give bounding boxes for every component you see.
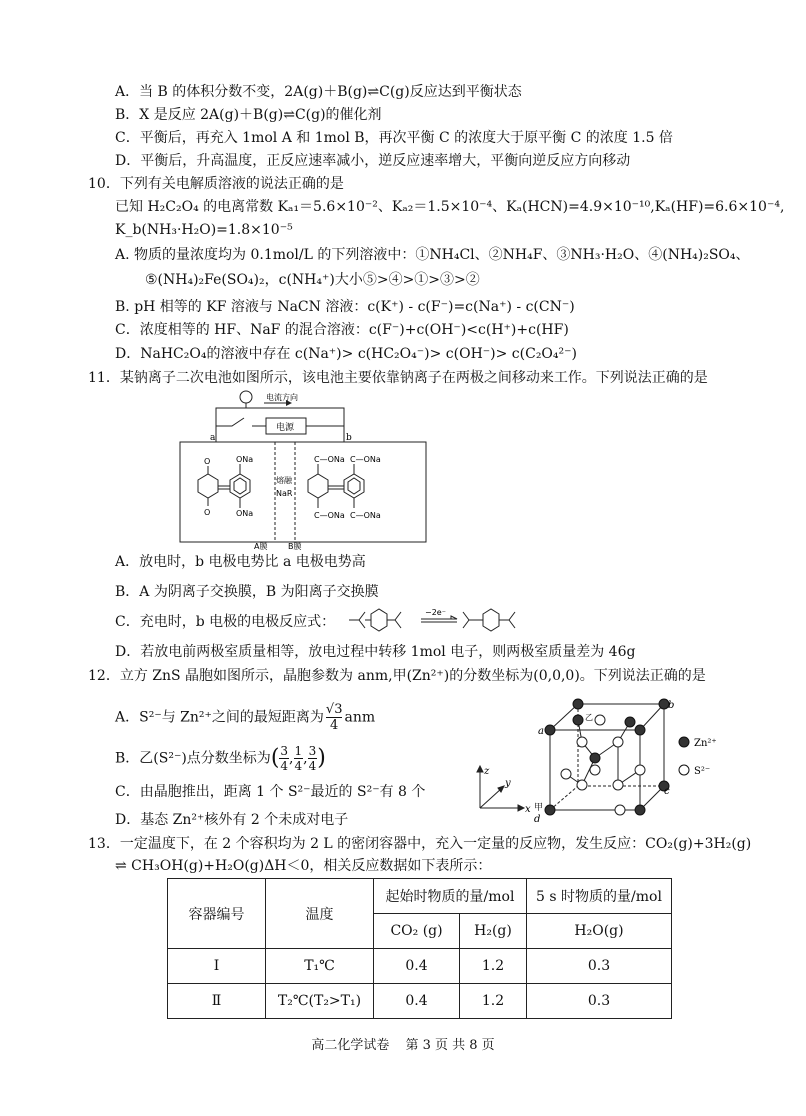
- q13-line2: ⇌ CH₃OH(g)+H₂O(g)ΔH＜0，相关反应数据如下表所示：: [115, 858, 492, 874]
- q9-option-b: B．X 是反应 2A(g)＋B(g)⇌C(g)的催化剂: [115, 107, 382, 123]
- table-cell: 0.3: [527, 949, 672, 984]
- electrode-a-label: a: [210, 433, 216, 443]
- fraction-denominator: 4: [330, 718, 339, 733]
- header-temperature: 温度: [266, 879, 374, 949]
- table-cell: 0.4: [374, 949, 460, 984]
- battery-diagram: [178, 388, 428, 550]
- switch-icon: [216, 418, 244, 426]
- footer-title: 高二化学试卷: [311, 1038, 390, 1053]
- q12-option-b-text: B．乙(S²⁻)点分数坐标为: [115, 750, 271, 767]
- table-row: [168, 949, 672, 984]
- fraction-numerator: √3: [325, 702, 343, 717]
- vertex-b-label: b: [668, 700, 675, 711]
- q10-option-b: B. pH 相等的 KF 溶液与 NaCN 溶液：c(K⁺) - c(F⁻)=c(Na⁺) - c(CN⁻): [115, 299, 575, 315]
- electrolyte-label-2: NaR: [276, 489, 293, 498]
- current-direction-label: 电流方向: [266, 393, 298, 402]
- q12-option-a: [115, 702, 375, 733]
- table-cell: 0.4: [374, 984, 460, 1019]
- axis-z-label: z: [484, 766, 490, 777]
- jia-label: 甲: [534, 803, 544, 813]
- legend-zn-marker: [679, 737, 689, 747]
- q10-option-a-line1: A. 物质的量浓度均为 0.1mol/L 的下列溶液中：①NH₄Cl、②NH₄F、③NH₃·H₂O、④(NH₄)₂SO₄、: [115, 247, 750, 263]
- footer-page-number: 第 3 页 共 8 页: [405, 1038, 495, 1053]
- q12-option-a-unit: anm: [344, 709, 376, 726]
- table-cell: Ⅱ: [168, 984, 266, 1019]
- frac-z-den: 4: [308, 759, 317, 773]
- power-label: 电源: [276, 423, 295, 433]
- legend-s-marker: [679, 765, 689, 775]
- left-mol-ona-top: ONa: [236, 455, 254, 464]
- table-row: [168, 984, 672, 1019]
- table-cell: 0.3: [527, 984, 672, 1019]
- q10-option-d: D．NaHC₂O₄的溶液中存在 c(Na⁺)> c(HC₂O₄⁻)> c(OH⁻)> c(C₂O₄²⁻): [115, 346, 577, 362]
- charge-reaction-structure: [345, 600, 550, 640]
- q10-stem: 10．下列有关电解质溶液的说法正确的是: [88, 176, 344, 192]
- header-h2o: H₂O(g): [527, 914, 672, 949]
- right-mol-cona-2: C—ONa: [350, 455, 381, 464]
- q12-option-a-text: A．S²⁻与 Zn²⁺之间的最短距离为: [115, 709, 324, 726]
- q10-given-1: 已知 H₂C₂O₄ 的电离常数 Kₐ₁＝5.6×10⁻²、Kₐ₂＝1.5×10⁻⁴、Kₐ(HCN)=4.9×10⁻¹⁰,Kₐ(HF)=6.6×10⁻⁴,: [115, 199, 785, 215]
- frac-y: [294, 744, 304, 773]
- q11-option-d: D．若放电前两极室质量相等，放电过程中转移 1mol 电子，则两极室质量差为 46g: [115, 644, 636, 660]
- q11-stem: 11．某钠离子二次电池如图所示，该电池主要依靠钠离子在两极之间移动来工作。下列说法正确的是: [88, 370, 708, 386]
- q11-option-c: C．充电时，b 电极的电极反应式：: [115, 614, 336, 630]
- right-mol-cona-3: C—ONa: [314, 511, 345, 520]
- left-molecule-structure: [198, 464, 250, 508]
- yi-label: 乙: [585, 713, 593, 722]
- q12-stem: 12．立方 ZnS 晶胞如图所示，晶胞参数为 anm,甲(Zn²⁺)的分数坐标为(0,0,0)。下列说法正确的是: [88, 668, 706, 684]
- q9-option-c: C．平衡后，再充入 1mol A 和 1mol B，再次平衡 C 的浓度大于原平衡 C 的浓度 1.5 倍: [115, 130, 673, 146]
- frac-z: [308, 744, 318, 773]
- left-mol-o-top: O: [204, 457, 211, 466]
- axis-x-label: x: [525, 804, 531, 815]
- q10-given-2: K_b(NH₃·H₂O)=1.8×10⁻⁵: [115, 222, 293, 238]
- reaction-data-table: [167, 878, 672, 1019]
- q11-option-b: B．A 为阴离子交换膜，B 为阳离子交换膜: [115, 584, 379, 600]
- membrane-b-label: B膜: [288, 542, 302, 550]
- q12-option-b: B．乙(S²⁻)点分数坐标为( $\frac{3}{4}$ , $\frac{1}{4}$ , $\frac{3}{4}$ ): [115, 744, 326, 773]
- q9-option-d: D．平衡后，升高温度，正反应速率减小，逆反应速率增大，平衡向逆反应方向移动: [115, 153, 631, 169]
- q9-option-a: A．当 B 的体积分数不变，2A(g)＋B(g)⇌C(g)反应达到平衡状态: [115, 84, 522, 100]
- charge-reaction-electrons: −2e⁻: [425, 608, 446, 617]
- electrolyte-label-1: 熔融: [276, 476, 292, 485]
- zn-ion-points: [545, 699, 669, 815]
- table-header-row: [168, 879, 672, 914]
- right-mol-cona-1: C—ONa: [314, 455, 345, 464]
- table-cell: T₂℃(T₂>T₁): [266, 984, 374, 1019]
- frac-y-den: 4: [294, 759, 303, 773]
- left-paren: (: [270, 745, 280, 771]
- right-molecule-structure: [308, 464, 364, 508]
- right-paren: ): [317, 745, 326, 771]
- header-co2: CO₂ (g): [374, 914, 460, 949]
- table-cell: 1.2: [460, 984, 527, 1019]
- left-mol-o-bottom: O: [204, 508, 211, 517]
- cube-frame: [550, 704, 664, 810]
- axis-y-label: y: [505, 778, 511, 789]
- page-footer: [0, 1034, 806, 1053]
- zns-unit-cell-figure: [468, 690, 738, 825]
- vertex-c-label: c: [664, 786, 670, 797]
- frac-x: [279, 744, 289, 773]
- vertex-a-label: a: [538, 726, 544, 737]
- right-mol-cona-4: C—ONa: [350, 511, 381, 520]
- header-5s: 5 s 时物质的量/mol: [527, 879, 672, 914]
- vertex-d-label: d: [534, 814, 541, 825]
- q12-option-c: C．由晶胞推出，距离 1 个 S²⁻最近的 S²⁻有 8 个: [115, 784, 426, 800]
- header-h2: H₂(g): [460, 914, 527, 949]
- table-cell: Ⅰ: [168, 949, 266, 984]
- q13-line1: 13．一定温度下，在 2 个容积均为 2 L 的密闭容器中，充入一定量的反应物，发生反应：CO₂(g)+3H₂(g): [88, 836, 752, 852]
- membrane-a-label: A膜: [254, 542, 268, 550]
- frac-y-num: 1: [294, 744, 303, 758]
- q10-option-a-line2: ⑤(NH₄)₂Fe(SO₄)₂，c(NH₄⁺)大小⑤>④>①>③>②: [145, 272, 480, 288]
- sqrt3-over-4-fraction: [326, 702, 343, 733]
- frac-x-num: 3: [280, 744, 289, 758]
- q11-option-a: A．放电时，b 电极电势比 a 电极电势高: [115, 554, 366, 570]
- frac-z-num: 3: [308, 744, 317, 758]
- table-cell: T₁℃: [266, 949, 374, 984]
- header-initial: 起始时物质的量/mol: [374, 879, 527, 914]
- table-cell: 1.2: [460, 949, 527, 984]
- legend-s-label: S²⁻: [694, 766, 711, 777]
- header-container: 容器编号: [168, 879, 266, 949]
- legend-zn-label: Zn²⁺: [694, 738, 717, 749]
- q10-option-c: C．浓度相等的 HF、NaF 的混合溶液：c(F⁻)+c(OH⁻)<c(H⁺)+c(HF): [115, 322, 569, 338]
- electrode-b-label: b: [346, 433, 352, 443]
- q12-option-d: D．基态 Zn²⁺核外有 2 个未成对电子: [115, 812, 349, 828]
- frac-x-den: 4: [280, 759, 289, 773]
- left-mol-ona-bottom: ONa: [236, 509, 254, 518]
- bulb-icon: [240, 391, 252, 408]
